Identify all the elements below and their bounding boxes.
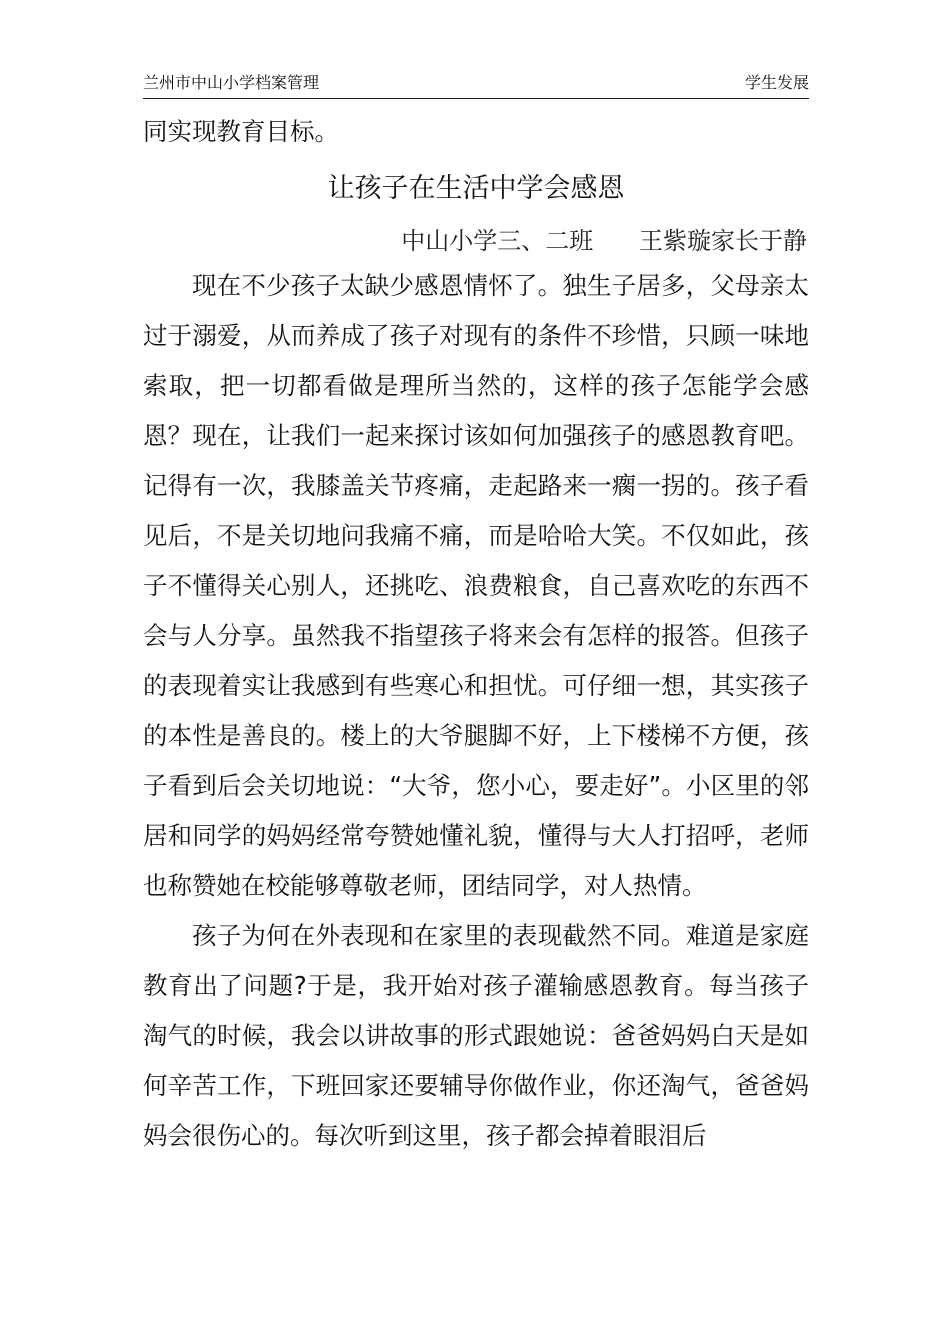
page-header [143, 66, 809, 99]
header-section-label: 学生发展 [744, 73, 809, 92]
header-archive-title: 兰州市中山小学档案管理 [143, 73, 320, 92]
document-body [143, 107, 809, 1161]
paragraph: 现在不少孩子太缺少感恩情怀了。独生子居多，父母亲太过于溺爱，从而养成了孩子对现有的条件不珍惜，只顾一味地索取，把一切都看做是理所当然的，这样的孩子怎能学会感恩？现在，让我们一起来探讨该如何加强孩子的感恩教育吧。记得有一次，我膝盖关节疼痛，走起路来一瘸一拐的。孩子看见后，不是关切地问我痛不痛，而是哈哈大笑。不仅如此，孩子不懂得关心别人，还挑吃、浪费粮食，自己喜欢吃的东西不会与人分享。虽然我不指望孩子将来会有怎样的报答。但孩子的表现着实让我感到有些寒心和担忧。可仔细一想，其实孩子的本性是善良的。楼上的大爷腿脚不好，上下楼梯不方便，孩子看到后会关切地说：“大爷，您小心，要走好”。小区里的邻居和同学的妈妈经常夸赞她懂礼貌，懂得与大人打招呼，老师也称赞她在校能够尊敬老师，团结同学，对人热情。 [143, 271, 809, 900]
article-title: 让孩子在生活中学会感恩 [327, 173, 625, 204]
paragraph: 孩子为何在外表现和在家里的表现截然不同。难道是家庭教育出了问题?于是，我开始对孩子灌输感恩教育。每当孩子淘气的时候，我会以讲故事的形式跟她说：爸爸妈妈白天是如何辛苦工作，下班回家还要辅导你做作业，你还淘气，爸爸妈妈会很伤心的。每次听到这里，孩子都会掉着眼泪后 [143, 921, 809, 1150]
continuation-line: 同实现教育目标。 [143, 117, 339, 146]
article-byline: 中山小学三、二班 王紫璇家长于静 [401, 227, 807, 255]
